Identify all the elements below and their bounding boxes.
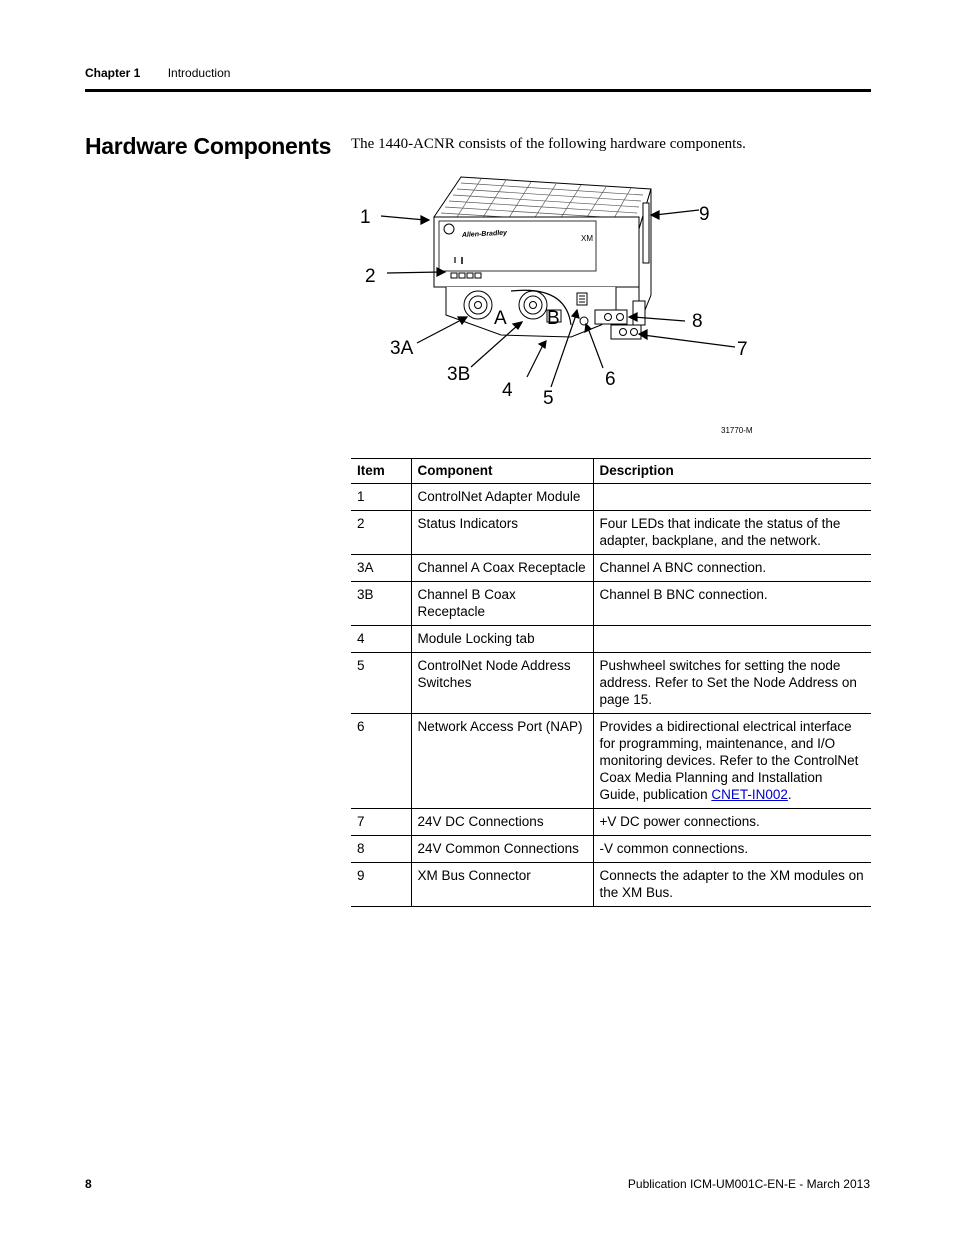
description-cell: Four LEDs that indicate the status of the adapter, backplane, and the network.: [593, 511, 871, 555]
table-row: [351, 714, 871, 809]
header-item: Item: [351, 459, 411, 484]
hardware-diagram: [351, 165, 811, 440]
page-number: 8: [85, 1177, 92, 1191]
item-cell: 7: [351, 809, 411, 836]
component-cell: 24V Common Connections: [411, 836, 593, 863]
callout-2: 2: [365, 266, 376, 287]
table-row: [351, 511, 871, 555]
components-table: [351, 458, 871, 907]
component-cell: Channel A Coax Receptacle: [411, 555, 593, 582]
description-cell: [593, 626, 871, 653]
intro-paragraph: The 1440-ACNR consists of the following hardware components.: [351, 136, 746, 152]
table-row: [351, 863, 871, 907]
callout-1: 1: [360, 207, 371, 228]
item-cell: 6: [351, 714, 411, 809]
item-cell: 4: [351, 626, 411, 653]
item-cell: 5: [351, 653, 411, 714]
description-cell: Pushwheel switches for setting the node address. Refer to Set the Node Address on page 15.: [593, 653, 871, 714]
channel-b-label: B: [547, 308, 560, 329]
chapter-label: Chapter 1: [85, 66, 141, 80]
brand-label: Allen-Bradley: [461, 229, 508, 239]
component-cell: ControlNet Node Address Switches: [411, 653, 593, 714]
section-label: Introduction: [167, 66, 231, 80]
description-cell: Channel A BNC connection.: [593, 555, 871, 582]
table-row: [351, 555, 871, 582]
callout-7: 7: [737, 339, 748, 360]
table-row: [351, 809, 871, 836]
description-cell: +V DC power connections.: [593, 809, 871, 836]
section-title: Hardware Components: [85, 133, 332, 159]
callout-8: 8: [692, 311, 703, 332]
item-cell: 2: [351, 511, 411, 555]
description-suffix: .: [787, 787, 792, 802]
callout-9: 9: [699, 204, 710, 225]
item-cell: 9: [351, 863, 411, 907]
table-row: [351, 653, 871, 714]
table-row: [351, 582, 871, 626]
header-rule: [85, 89, 871, 92]
component-cell: XM Bus Connector: [411, 863, 593, 907]
component-cell: 24V DC Connections: [411, 809, 593, 836]
adapter-module-drawing: [434, 177, 651, 339]
item-cell: 3B: [351, 582, 411, 626]
component-cell: Module Locking tab: [411, 626, 593, 653]
description-cell: Channel B BNC connection.: [593, 582, 871, 626]
description-cell: -V common connections.: [593, 836, 871, 863]
callout-5: 5: [543, 388, 554, 409]
publication-info: Publication ICM-UM001C-EN-E - March 2013: [627, 1177, 870, 1191]
page-header: [85, 66, 230, 80]
component-cell: Network Access Port (NAP): [411, 714, 593, 809]
item-cell: 8: [351, 836, 411, 863]
channel-a-label: A: [494, 308, 507, 329]
callout-3a: 3A: [390, 338, 414, 359]
callout-6: 6: [605, 369, 616, 390]
description-cell: [593, 714, 871, 809]
header-component: Component: [411, 459, 593, 484]
table-row: [351, 484, 871, 511]
item-cell: 3A: [351, 555, 411, 582]
header-description: Description: [593, 459, 871, 484]
cnet-in002-link[interactable]: CNET-IN002: [711, 787, 788, 802]
component-cell: Channel B Coax Receptacle: [411, 582, 593, 626]
component-cell: Status Indicators: [411, 511, 593, 555]
callout-3b: 3B: [447, 364, 471, 385]
callout-4: 4: [502, 380, 513, 401]
description-cell: Connects the adapter to the XM modules on the XM Bus.: [593, 863, 871, 907]
figure-id: 31770-M: [721, 426, 753, 435]
component-cell: ControlNet Adapter Module: [411, 484, 593, 511]
module-label: XM: [581, 234, 593, 243]
table-row: [351, 626, 871, 653]
description-text: Provides a bidirectional electrical interface for programming, maintenance, and I/O monitoring devices. Refer to the ControlNet Coax Media Planning and Installation Guide, publication: [599, 719, 859, 802]
description-cell: [593, 484, 871, 511]
item-cell: 1: [351, 484, 411, 511]
table-header-row: [351, 459, 871, 484]
table-row: [351, 836, 871, 863]
